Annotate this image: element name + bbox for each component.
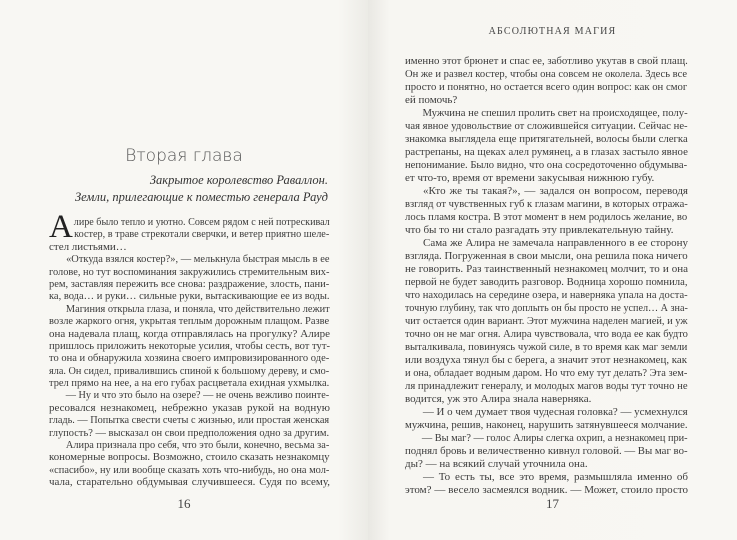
paragraph	[405, 406, 688, 432]
left-page	[0, 0, 368, 540]
text-line: ды? — на всякий случай уточнила она.	[405, 458, 588, 470]
text-line: Он же и развел костер, чтобы она совсем не околела. Здесь все	[405, 68, 688, 80]
paragraph	[405, 107, 688, 185]
text-line: трел прямо на нее, а на его губах расцветала ехидная ухмылка.	[49, 377, 330, 390]
paragraph	[49, 216, 330, 253]
text-line: мужчина, решив, наконец, нарушить затянувшееся молчание.	[405, 419, 688, 431]
text-line: Алира признала про себя, что это были, конечно, весьма за-	[65, 439, 330, 452]
paragraph	[405, 237, 688, 406]
text-line: просто и понятно, но остается всего один вопрос: как он смог	[405, 81, 688, 93]
text-line: точную глубину, так что доплыть он бы просто не успел… А зна-	[405, 302, 688, 314]
text-line: взгляд от чувственных губ к глазам магини, в которых отража-	[405, 198, 688, 210]
text-line: — Вы маг? — голос Алиры слегка охрип, а незнакомец при-	[421, 432, 688, 444]
text-line: гладь. — Попытка свести счеты с жизнью, или простая женская	[49, 414, 330, 427]
text-line: Сама же Алира не замечала направленного в ее сторону	[423, 237, 688, 249]
chapter-title: Вторая глава	[125, 146, 243, 166]
text-line: Мужчина не спешил пролить свет на происходящее, полу-	[422, 107, 688, 119]
text-line: взгляда. Погруженная в свои мысли, она решила пока ничего	[405, 250, 688, 262]
text-line: или воздуха тянул бы с берега, а значит этот незнакомец, как	[405, 354, 688, 366]
text-line: она надевала плащ, когда отправлялась на прогулку? Алире	[49, 327, 330, 340]
text-line: голове, но тут воспоминания закружились стремительным вих-	[49, 265, 330, 278]
chapter-subtitle-line: Земли, прилегающие к поместью генерала Рауд	[74, 190, 328, 204]
text-line: водится, уж это Алира знала наверняка.	[405, 393, 592, 405]
text-line: выталкивала, повинуясь чужой силе, в то время как маг земли	[405, 341, 688, 353]
text-line: ей помочь?	[405, 94, 458, 106]
paragraph	[405, 55, 688, 107]
text-line: не говорить. Раз таинственный незнакомец молчит, то и она	[405, 263, 688, 275]
paragraph	[405, 471, 688, 497]
right-page	[368, 0, 737, 540]
text-line: чит остается один вариант. Этот мужчина наделен магией, и уж	[405, 315, 688, 327]
page-number: 16	[177, 496, 191, 511]
body-text	[405, 55, 688, 497]
page-number: 17	[546, 496, 559, 511]
text-line: ля принадлежит генералу, и молодых магов воды тут точно не	[405, 380, 688, 392]
text-line: что бы то ни стало разгадать эту привлекательную тайну.	[405, 224, 674, 236]
paragraph	[405, 432, 688, 471]
text-line: этом? — весело засмеялся водник. — Может, стоило просто	[405, 484, 688, 496]
text-line: ка, вода… и руки… сильные руки, вытаскивающие ее из воды.	[49, 290, 330, 303]
paragraph	[49, 303, 330, 390]
text-line: ет что-то, время от времени закусывая нижнюю губу.	[405, 172, 655, 184]
text-line: знакомка выглядела еще притягательней, волосы были слегка	[405, 133, 688, 145]
text-line: рем, заставляя пережить все снова: раздражение, злость, пани-	[49, 277, 330, 290]
text-line: ресовался незнакомец, небрежно указав рукой на водную	[49, 401, 330, 414]
body-text	[49, 216, 330, 489]
chapter-subtitle	[40, 172, 328, 206]
text-line: яла. Он сидел, привалившись спиной к большому дереву, и смо-	[49, 364, 330, 377]
text-line: и она, обладает водным даром. Но что ему тут делать? Эта зем-	[405, 367, 688, 379]
text-line: непонимание. Было видно, что она сосредоточенно обдумыва-	[405, 159, 688, 171]
text-line: «Кто же ты такая?», — задался он вопросом, переводя	[423, 185, 688, 197]
text-line: стел листьями…	[49, 240, 127, 253]
text-line: пришлось приложить некоторые усилия, чтобы сесть, вот тут-	[49, 339, 330, 352]
text-line: — Ну и что это было на озере? — не очень вежливо поинте-	[65, 389, 330, 402]
text-line: лось пламя костра. В этот момент в нем родилось желание, во	[405, 211, 688, 223]
text-line: чая явное удовольствие от сложившейся ситуации. Сейчас не-	[405, 120, 688, 132]
text-line: что находилась на середине озера, и наверняка упала на доста-	[405, 289, 688, 301]
paragraph	[49, 253, 330, 303]
chapter-subtitle-line: Закрытое королевство Раваллон.	[149, 173, 328, 187]
text-line: чала, старательно обдумывая случившееся. Судя по всему,	[49, 476, 330, 489]
drop-cap: А	[49, 209, 73, 245]
text-line: точно он не маг огня. Алира чувствовала, что вода ее как будто	[405, 328, 688, 340]
text-line: — То есть ты, все это время, размышляла именно об	[423, 471, 688, 483]
paragraph	[49, 389, 330, 439]
paragraph	[405, 185, 688, 237]
text-line: то она и обнаружила хозяина своего импровизированного оде-	[49, 352, 330, 365]
text-line: «Откуда взялся костер?», — мелькнула быстрая мысль в ее	[66, 253, 330, 266]
text-line: возле жаркого огня, укрытая теплым дорожным плащом. Разве	[49, 315, 330, 328]
text-line: поднял бровь и величественно кивнул головой. — Вы маг во-	[405, 445, 688, 457]
text-line: растрепаны, на щеках алел румянец, а в глазах застыло явное	[405, 146, 688, 158]
text-line: именно этот брюнет и спас ее, заботливо укутав в свой плащ.	[405, 55, 688, 67]
text-line: лире было тепло и уютно. Совсем рядом с ней потрескивал	[73, 216, 330, 228]
text-line: Магиния открыла глаза, и поняла, что действительно лежит	[65, 302, 330, 315]
text-line: — И о чем думает твоя чудесная головка? — усмехнулся	[422, 406, 688, 418]
text-line: глупость? — высказал он свои предположения одно за другим.	[49, 426, 330, 439]
text-line: костер, в траве стрекотали сверчки, и ветер приятно шеле-	[74, 228, 330, 241]
text-line: кономерные вопросы. Возможно, стоило сказать незнакомцу	[49, 451, 330, 464]
running-head: АБСОЛЮТНАЯ МАГИЯ	[488, 26, 617, 37]
paragraph	[49, 439, 330, 489]
text-line: первой не будет заводить разговор. Водница хорошо помнила,	[405, 276, 688, 288]
text-line: «спасибо», ну или вообще сказать хоть что-нибудь, но она мол-	[49, 463, 330, 476]
